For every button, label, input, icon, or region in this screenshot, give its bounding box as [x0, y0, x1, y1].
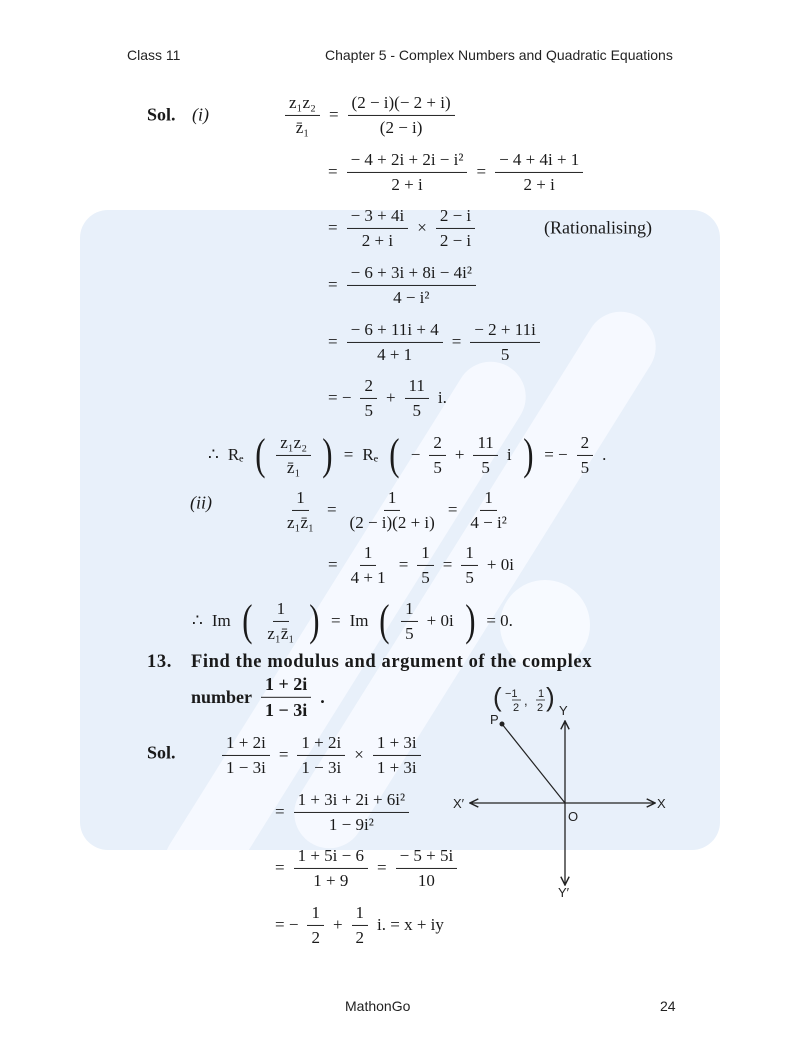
denominator: z̄₁ [295, 117, 310, 137]
denominator: 1 − 9i² [328, 814, 374, 834]
rationalising-note: (Rationalising) [544, 217, 652, 238]
denominator: 4 − i² [393, 287, 430, 307]
numerator: − 6 + 3i + 8i − 4i² [347, 263, 476, 286]
numerator: 1 [273, 599, 290, 622]
fraction [276, 433, 311, 477]
math-text: i [506, 445, 512, 464]
fraction [577, 433, 594, 477]
math-text: Im [349, 611, 369, 630]
fraction [347, 263, 476, 307]
math-text: + [454, 445, 465, 464]
equation-row [328, 150, 583, 194]
denominator: 5 [421, 567, 430, 587]
denominator: 2 [311, 927, 320, 947]
numerator: (2 − i)(− 2 + i) [348, 93, 455, 116]
denominator: 5 [433, 457, 442, 477]
math-text: × [417, 218, 427, 237]
fraction [283, 488, 318, 532]
math-text: + 0i [426, 611, 454, 630]
math-text: = [326, 500, 337, 519]
point-label: P [490, 712, 499, 727]
equation-row [328, 376, 447, 420]
numerator: 1 + 2i [297, 733, 345, 756]
fraction [473, 433, 497, 477]
denominator: 5 [412, 400, 421, 420]
parenthesis: ) [522, 430, 534, 479]
class-label: Class 11 [127, 47, 181, 63]
numerator: 1 [461, 543, 478, 566]
numerator: 1 [307, 903, 324, 926]
part-i-label: (i) [192, 104, 209, 125]
chapter-title: Chapter 5 - Complex Numbers and Quadratic Equations [325, 47, 673, 63]
math-text: Rₑ [362, 445, 379, 464]
numerator: 1 [360, 543, 377, 566]
denominator: (2 − i)(2 + i) [349, 512, 435, 532]
numerator: 1 [401, 599, 418, 622]
numerator: 2 − i [436, 206, 475, 229]
math-text: number [191, 686, 253, 707]
equation-row [275, 846, 457, 890]
math-text: = [328, 218, 338, 237]
origin-label: O [568, 809, 579, 824]
page-number: 24 [660, 998, 676, 1014]
math-text: + [385, 388, 396, 407]
denominator: 1 − 3i [265, 699, 308, 720]
parenthesis: ( [379, 596, 390, 645]
denominator: 4 + 1 [350, 567, 386, 587]
math-text: × [354, 745, 364, 764]
denominator: z₁z̄₁ [287, 512, 314, 532]
numerator: z₁z₂ [276, 433, 311, 456]
math-text: + 0i [486, 555, 514, 574]
math-text: = [377, 858, 387, 877]
math-text: ∴ [192, 611, 203, 630]
y-axis-label: Y [559, 703, 568, 718]
fraction [297, 733, 345, 777]
fraction [348, 93, 455, 137]
numerator: 1 + 2i [222, 733, 270, 756]
math-text: ∴ [208, 445, 219, 464]
numerator: 1 [352, 903, 369, 926]
denominator: 2 [355, 927, 365, 947]
math-text: = [328, 275, 338, 294]
part-ii-label: (ii) [190, 492, 212, 513]
numerator: 2 [429, 433, 446, 456]
footer-brand: MathonGo [345, 998, 411, 1014]
fraction [307, 903, 324, 947]
numerator: 1 + 5i − 6 [294, 846, 368, 869]
fraction [222, 733, 270, 777]
denominator: 4 − i² [470, 512, 507, 532]
parenthesis: ) [322, 430, 333, 479]
numerator: 1 + 3i [373, 733, 421, 756]
math-text: . [602, 445, 607, 464]
math-text: = [330, 611, 341, 630]
question-number-line [191, 674, 325, 720]
fraction [346, 488, 439, 532]
parenthesis: ( [254, 430, 265, 479]
equation-row [192, 596, 513, 645]
coord-paren-open: ( [493, 682, 502, 712]
parenthesis: ) [464, 596, 476, 645]
fraction [495, 150, 583, 194]
numerator: 1 [292, 488, 309, 511]
math-text: = [398, 555, 409, 574]
x-axis-label: X [657, 796, 666, 811]
fraction [360, 376, 377, 420]
fraction [405, 376, 429, 420]
equation-row [275, 903, 444, 947]
math-text: = [343, 445, 354, 464]
math-text: . [320, 686, 325, 707]
numerator: 2 [360, 376, 377, 399]
coord-x-num: −1 [505, 688, 518, 700]
numerator: − 4 + 2i + 2i − i² [347, 150, 468, 173]
denominator: z₁z̄₁ [267, 623, 295, 643]
fraction [285, 93, 320, 137]
argand-diagram [440, 675, 680, 905]
equation-row [328, 543, 514, 587]
equation-row [285, 93, 455, 137]
coord-y-num: 1 [538, 688, 545, 700]
numerator: − 4 + 4i + 1 [495, 150, 583, 173]
fraction [417, 543, 434, 587]
fraction [466, 488, 510, 532]
numerator: 11 [405, 376, 429, 399]
math-text: = [476, 162, 487, 181]
equation-row [328, 263, 476, 307]
sol-label: Sol. [147, 104, 176, 125]
fraction [461, 543, 478, 587]
fraction [263, 599, 298, 643]
fraction [352, 903, 369, 947]
numerator: 1 + 2i [261, 674, 311, 698]
math-text: = − [275, 915, 299, 934]
denominator: 1 − 3i [226, 757, 266, 777]
fraction [347, 150, 468, 194]
denominator: (2 − i) [379, 117, 423, 137]
fraction [294, 846, 368, 890]
numerator: 1 [480, 488, 497, 511]
math-text: i. = x + iy [377, 915, 444, 934]
fraction [470, 320, 540, 364]
numerator: 11 [473, 433, 497, 456]
math-text: + [332, 915, 343, 934]
parenthesis: ( [241, 596, 253, 645]
fraction [373, 733, 421, 777]
equation-row [328, 206, 475, 250]
math-text: = 0. [486, 611, 513, 630]
equation-row [275, 790, 409, 834]
numerator: z₁z₂ [285, 93, 320, 116]
numerator: 1 [417, 543, 434, 566]
parenthesis: ( [389, 430, 400, 479]
denominator: 1 + 3i [376, 757, 417, 777]
question-text: Find the modulus and argument of the complex [191, 652, 593, 672]
fraction [261, 674, 311, 720]
denominator: 2 + i [391, 174, 423, 194]
math-text: = [451, 332, 462, 351]
math-text: = [275, 802, 285, 821]
coord-paren-close: ) [546, 682, 555, 712]
denominator: 10 [417, 870, 435, 890]
numerator: − 6 + 11i + 4 [347, 320, 443, 343]
math-text: = [442, 555, 453, 574]
equation-row [208, 430, 607, 479]
math-text: = [328, 555, 338, 574]
fraction [294, 790, 410, 834]
fraction [436, 206, 475, 250]
numerator: − 3 + 4i [347, 206, 409, 229]
equation-row [283, 488, 511, 532]
denominator: 1 + 9 [313, 870, 349, 890]
parenthesis: ) [309, 596, 320, 645]
denominator: 4 + 1 [377, 344, 413, 364]
math-text: = [447, 500, 458, 519]
math-text: = [328, 105, 339, 124]
numerator: − 5 + 5i [396, 846, 458, 869]
denominator: 5 [481, 457, 490, 477]
question-number: 13. [147, 652, 172, 672]
coord-x-den: 2 [513, 702, 520, 714]
denominator: 5 [465, 567, 474, 587]
fraction [401, 599, 418, 643]
math-text: i. [437, 388, 447, 407]
math-text: Im [211, 611, 231, 630]
numerator: 2 [577, 433, 594, 456]
denominator: 2 + i [361, 230, 394, 250]
denominator: 5 [364, 400, 373, 420]
denominator: 1 − 3i [301, 757, 342, 777]
math-text: = [328, 332, 338, 351]
denominator: z̄₁ [286, 457, 301, 477]
denominator: 2 − i [439, 230, 472, 250]
math-text: = [278, 745, 289, 764]
coord-y-den: 2 [537, 702, 544, 714]
numerator: − 2 + 11i [470, 320, 540, 343]
numerator: 1 [384, 488, 401, 511]
equation-row [328, 320, 540, 364]
math-text: Rₑ [227, 445, 244, 464]
fraction [347, 543, 390, 587]
denominator: 5 [580, 457, 590, 477]
sol-label: Sol. [147, 742, 176, 763]
numerator: 1 + 3i + 2i + 6i² [294, 790, 410, 813]
point-p [500, 722, 505, 727]
math-text: − [410, 445, 421, 464]
denominator: 5 [500, 344, 510, 364]
math-text: = [275, 858, 285, 877]
fraction [347, 320, 443, 364]
fraction [429, 433, 446, 477]
fraction [347, 206, 409, 250]
x-axis-neg-label: X′ [453, 796, 465, 811]
op-line [502, 724, 565, 803]
denominator: 2 + i [523, 174, 555, 194]
math-text: = − [328, 388, 352, 407]
math-text: = [328, 162, 338, 181]
coord-comma: , [524, 693, 528, 708]
y-axis-neg-label: Y′ [558, 885, 570, 900]
denominator: 5 [405, 623, 414, 643]
equation-row [222, 733, 421, 777]
math-text: = − [544, 445, 568, 464]
